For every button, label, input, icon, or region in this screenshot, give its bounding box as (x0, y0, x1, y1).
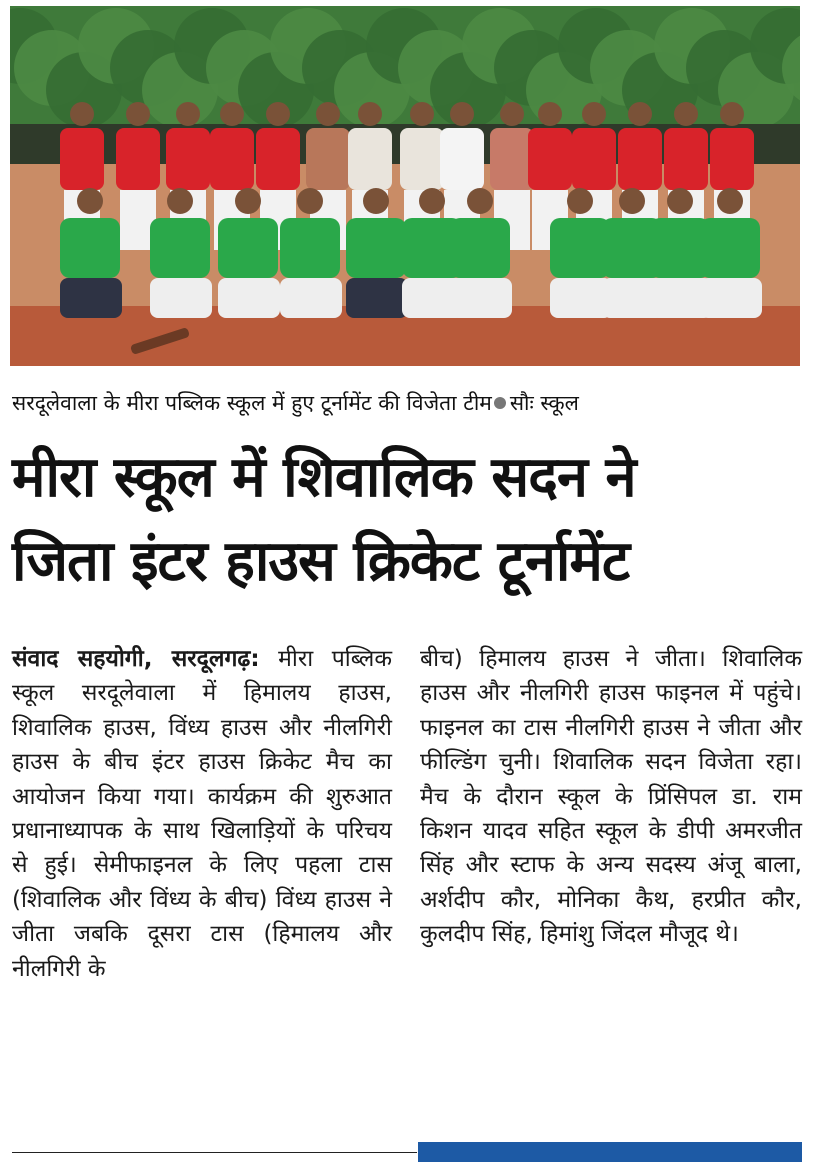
player-head (619, 188, 645, 214)
player-shirt (346, 218, 406, 278)
player-trousers (280, 278, 342, 318)
headline-line-2: जिता इंटर हाउस क्रिकेट टूर्नामेंट (12, 529, 630, 594)
player-shirt (218, 218, 278, 278)
player-head (167, 188, 193, 214)
player-shirt (60, 128, 104, 190)
article-column-left (12, 642, 392, 986)
player-head (176, 102, 200, 126)
article-paragraph-left (12, 642, 392, 986)
player-trousers (218, 278, 280, 318)
player-head (500, 102, 524, 126)
player-shirt (116, 128, 160, 190)
player-head (297, 188, 323, 214)
headline-line-1: मीरा स्कूल में शिवालिक सदन ने (12, 445, 636, 510)
article-column-right (420, 642, 802, 952)
player-shirt (440, 128, 484, 190)
player-shirt (306, 128, 350, 190)
player-shirt (348, 128, 392, 190)
player-trousers (60, 278, 122, 318)
player-trousers (700, 278, 762, 318)
player-shirt (572, 128, 616, 190)
player-shirt (618, 128, 662, 190)
player-head (567, 188, 593, 214)
player-head (77, 188, 103, 214)
player-shirt (550, 218, 610, 278)
player-shirt (150, 218, 210, 278)
player-trousers (450, 278, 512, 318)
article-text-left: मीरा पब्लिक स्कूल सरदूलेवाला में हिमालय हाउस, शिवालिक हाउस, विंध्य हाउस और नीलगिरी हाउस के बीच इंटर हाउस क्रिकेट मैच का आयोजन किया गया। कार्यक्रम की शुरुआत प्रधानाध्यापक के साथ खिलाड़ियों के परिचय से हुई। सेमीफाइनल के लिए पहला टास (शिवालिक और विंध्य के बीच) विंध्य हाउस ने जीता जबकि दूसरा टास (हिमालय और नीलगिरी के (12, 646, 392, 982)
footer-rule (12, 1152, 417, 1153)
footer-accent-bar (418, 1142, 802, 1162)
headline (12, 436, 817, 604)
player-head (126, 102, 150, 126)
player-head (358, 102, 382, 126)
caption-text: सरदूलेवाला के मीरा पब्लिक स्कूल में हुए टूर्नामेंट की विजेता टीम (12, 391, 492, 415)
player-head (538, 102, 562, 126)
player-shirt (210, 128, 254, 190)
player-shirt (166, 128, 210, 190)
player-head (450, 102, 474, 126)
player-head (667, 188, 693, 214)
player-head (220, 102, 244, 126)
player-head (235, 188, 261, 214)
player-head (266, 102, 290, 126)
player-shirt (256, 128, 300, 190)
player-head (628, 102, 652, 126)
player-trousers (346, 278, 408, 318)
player-head (717, 188, 743, 214)
player-head (674, 102, 698, 126)
bullet-icon (494, 397, 506, 409)
player-trousers (150, 278, 212, 318)
player-shirt (528, 128, 572, 190)
player-head (419, 188, 445, 214)
player-shirt (280, 218, 340, 278)
caption-credit: सौः स्कूल (509, 391, 579, 415)
player-shirt (700, 218, 760, 278)
player-shirt (664, 128, 708, 190)
player-shirt (400, 128, 444, 190)
player-head (410, 102, 434, 126)
player-head (467, 188, 493, 214)
player-shirt (710, 128, 754, 190)
player-head (70, 102, 94, 126)
player-head (316, 102, 340, 126)
player-head (363, 188, 389, 214)
article-text-right: बीच) हिमालय हाउस ने जीता। शिवालिक हाउस और नीलगिरी हाउस फाइनल में पहुंचे। फाइनल का टास नीलगिरी हाउस ने जीता और फील्डिंग चुनी। शिवालिक सदन विजेता रहा। मैच के दौरान स्कूल के प्रिंसिपल डा. राम किशन यादव सहित स्कूल के डीपी अमरजीत सिंह और स्टाफ के अन्य सदस्य अंजू बाला, अर्शदीप कौर, मोनिका कैथ, हरप्रीत कौर, कुलदीप सिंह, हिमांशु जिंदल मौजूद थे। (420, 646, 802, 948)
photo-caption (12, 388, 812, 418)
player-shirt (490, 128, 534, 190)
player-head (582, 102, 606, 126)
team-photo (10, 6, 800, 366)
byline: संवाद सहयोगी, सरदूलगढ़: (12, 646, 260, 672)
player-head (720, 102, 744, 126)
player-shirt (60, 218, 120, 278)
team-photo-illustration (10, 6, 800, 366)
player-shirt (450, 218, 510, 278)
